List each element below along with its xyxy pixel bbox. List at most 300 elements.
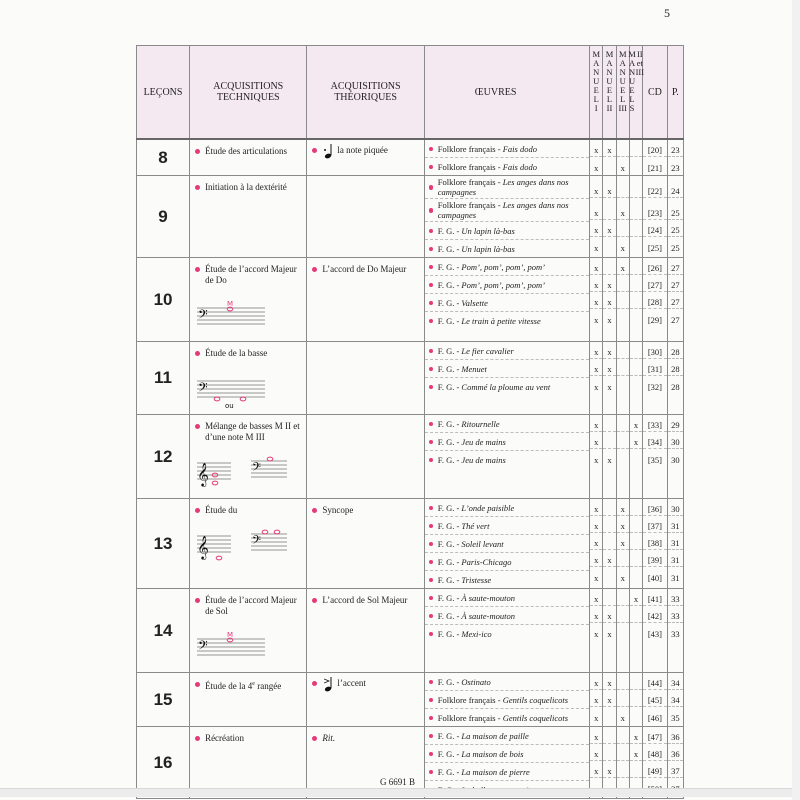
- column-m23: [629, 342, 642, 415]
- manual-mark: x: [603, 761, 615, 778]
- manual-mark: x: [594, 315, 599, 325]
- cd-track: [24]: [643, 220, 666, 237]
- manual-mark: x: [590, 220, 602, 237]
- manual-mark: x: [617, 533, 629, 550]
- bullet-icon: [429, 367, 434, 372]
- manual-mark: [617, 449, 629, 466]
- manual-mark: x: [590, 533, 602, 550]
- cd-track: [40]: [647, 573, 662, 583]
- column-cd: [643, 415, 667, 499]
- manual-mark: [603, 533, 615, 550]
- manual-mark: x: [603, 275, 615, 292]
- cd-track: [47]: [643, 727, 666, 744]
- bullet-icon: [429, 349, 434, 354]
- work-source: F. G. -: [437, 676, 462, 687]
- column-m1: [590, 258, 603, 342]
- page-ref: 31: [668, 550, 683, 567]
- work-item: [425, 607, 589, 625]
- work-title: À saute-mouton: [461, 592, 516, 603]
- manual-mark: [603, 744, 615, 761]
- page-ref: 27: [668, 258, 683, 275]
- page-ref: 31: [668, 533, 683, 550]
- bullet-icon: [429, 265, 434, 270]
- manual-mark: x: [630, 432, 642, 449]
- column-cd: [643, 589, 667, 673]
- work-title: Gentils coquelicots: [502, 712, 569, 723]
- page-ref: 27: [668, 275, 683, 292]
- manual-mark: x: [630, 415, 642, 432]
- cd-track: [37]: [643, 516, 666, 533]
- bullet-icon: [429, 458, 434, 463]
- work-title: Ritournelle: [461, 418, 500, 429]
- work-title: Mexi-ico: [461, 628, 492, 639]
- bullet-icon: [429, 680, 434, 685]
- manual-mark: [617, 359, 629, 376]
- manual-mark: x: [620, 573, 625, 583]
- manual-mark: x: [603, 292, 615, 309]
- manual-mark: x: [590, 258, 602, 275]
- work-source: F. G. -: [437, 574, 462, 585]
- manual-mark: [630, 707, 642, 724]
- manual-mark: [630, 140, 642, 157]
- bullet-icon: [429, 524, 434, 529]
- manual-mark: [630, 533, 642, 550]
- technical-acquisition-text: Étude de la basse: [205, 348, 268, 358]
- manual-mark: [630, 220, 642, 237]
- header-manuel-1: M A N U E L I: [590, 46, 603, 140]
- manual-mark: [630, 309, 642, 326]
- manual-mark: x: [590, 176, 602, 198]
- bullet-icon: [429, 301, 434, 306]
- bullet-icon: [429, 752, 434, 757]
- bullet-icon: [195, 424, 200, 429]
- work-source: F. G. -: [437, 315, 462, 326]
- column-m23: [629, 258, 642, 342]
- manual-mark: x: [594, 163, 599, 173]
- column-m3: [616, 258, 629, 342]
- work-item: [425, 517, 589, 535]
- column-m23: [629, 176, 642, 258]
- manual-mark: [617, 727, 629, 744]
- work-item: [425, 691, 589, 709]
- table-header: [137, 46, 684, 140]
- manual-mark: x: [590, 198, 602, 220]
- manual-mark: [617, 589, 629, 606]
- manual-mark: [617, 415, 629, 432]
- page-ref: 33: [671, 629, 680, 639]
- technical-acquisition-text-end: rangée: [254, 681, 282, 691]
- column-p: [667, 415, 683, 499]
- ordinal-suffix: e: [252, 681, 255, 687]
- bullet-icon: [429, 385, 434, 390]
- page-ref: 34: [668, 673, 683, 690]
- work-item: [425, 199, 589, 222]
- manual-mark: [603, 198, 615, 220]
- manual-mark: x: [590, 690, 602, 707]
- manual-mark: x: [594, 382, 599, 392]
- work-source: F. G. -: [437, 610, 462, 621]
- work-source: F. G. -: [437, 592, 462, 603]
- treble-clef-icon: 𝄞: [197, 462, 209, 486]
- work-source: Folklore français -: [437, 200, 503, 210]
- work-source: Folklore français -: [437, 177, 503, 187]
- page-number: 5: [664, 6, 670, 20]
- work-source: F. G. -: [437, 418, 462, 429]
- bullet-icon: [429, 229, 434, 234]
- manual-mark: [630, 673, 642, 690]
- work-item: [425, 360, 589, 378]
- manual-mark: x: [590, 761, 602, 778]
- lesson-row: [137, 415, 684, 499]
- theoretical-acquisition-text: L’accord de Sol Majeur: [322, 595, 408, 605]
- bullet-icon: [429, 770, 434, 775]
- lesson-number: 10: [137, 258, 190, 342]
- technical-acquisition-text: Étude de la 4: [205, 681, 253, 691]
- cd-track: [33]: [643, 415, 666, 432]
- manual-mark: x: [617, 198, 629, 220]
- work-title: Valsette: [461, 297, 488, 308]
- cd-track: [27]: [643, 275, 666, 292]
- lesson-number: 8: [137, 139, 190, 176]
- manual-mark: [630, 690, 642, 707]
- work-item: [425, 415, 589, 433]
- work-source: F. G. -: [437, 436, 462, 447]
- work-item: [425, 535, 589, 553]
- works-list: [424, 258, 589, 342]
- work-source: F. G. -: [437, 261, 462, 272]
- technical-acquisition: [190, 139, 307, 176]
- work-source: F. G. -: [437, 538, 462, 549]
- work-title: Pom’, pom’, pom’, pom’: [461, 261, 545, 272]
- work-source: F. G. -: [437, 279, 462, 290]
- work-item: [425, 312, 589, 329]
- bullet-icon: [429, 147, 434, 152]
- theoretical-acquisition-text: L’accord de Do Majeur: [322, 264, 407, 274]
- work-title: Gentils coquelicots: [502, 694, 569, 705]
- bass-clef-icon: 𝄢: [252, 461, 262, 477]
- bullet-icon: [312, 508, 317, 513]
- manual-mark: x: [590, 359, 602, 376]
- bullet-icon: [312, 736, 317, 741]
- music-staff: [195, 453, 306, 498]
- column-m3: [616, 139, 629, 176]
- theoretical-acquisition: [307, 499, 424, 589]
- work-source: F. G. -: [437, 766, 462, 777]
- manual-mark: x: [630, 744, 642, 761]
- theoretical-acquisition: [307, 589, 424, 673]
- work-title: Paris-Chicago: [461, 556, 512, 567]
- staff-label: M: [227, 631, 234, 639]
- manual-mark: x: [603, 140, 615, 157]
- manual-mark: x: [590, 292, 602, 309]
- manual-mark: [630, 292, 642, 309]
- manual-mark: x: [620, 163, 625, 173]
- cd-track: [23]: [643, 198, 666, 220]
- page-ref: 23: [671, 163, 680, 173]
- column-cd: [643, 139, 667, 176]
- manual-mark: x: [594, 713, 599, 723]
- header-tech: ACQUISITIONS TECHNIQUES: [190, 46, 307, 140]
- manual-mark: x: [607, 382, 612, 392]
- work-item: [425, 745, 589, 763]
- work-title: Tristesse: [461, 574, 492, 585]
- manual-mark: [603, 727, 615, 744]
- page-ref: 37: [668, 761, 683, 778]
- page-ref: 33: [668, 589, 683, 606]
- work-title: Pom’, pom’, pom’, pom’: [461, 279, 545, 290]
- page-ref: 30: [668, 432, 683, 449]
- lesson-row: [137, 176, 684, 258]
- manual-mark: [630, 176, 642, 198]
- manual-mark: [617, 309, 629, 326]
- column-m3: [616, 415, 629, 499]
- manual-mark: x: [630, 589, 642, 606]
- column-m3: [616, 673, 629, 727]
- bullet-icon: [312, 598, 317, 603]
- bullet-icon: [429, 560, 434, 565]
- cd-track: [46]: [647, 713, 662, 723]
- technical-acquisition: [190, 673, 307, 727]
- manual-mark: x: [594, 629, 599, 639]
- theoretical-acquisition-text: l’accent: [337, 678, 366, 689]
- page-ref: 28: [671, 382, 680, 392]
- theoretical-acquisition: [307, 673, 424, 727]
- manual-mark: x: [607, 629, 612, 639]
- technical-acquisition-text: Étude de l’accord Majeur de Sol: [205, 595, 297, 616]
- page-ref: 25: [671, 243, 680, 253]
- technical-acquisition-text: Mélange de basses M II et d’une note M III: [205, 421, 300, 442]
- music-staff: [195, 369, 306, 414]
- works-list: [424, 589, 589, 673]
- work-title: Menuet: [461, 363, 487, 374]
- column-m1: [590, 673, 603, 727]
- cd-track: [48]: [643, 744, 666, 761]
- manual-mark: x: [594, 243, 599, 253]
- work-title: La maison de bois: [461, 748, 524, 759]
- work-item: [425, 451, 589, 468]
- column-m2: [603, 589, 616, 673]
- manual-mark: [630, 275, 642, 292]
- work-source: F. G. -: [437, 502, 462, 513]
- lesson-row: [137, 258, 684, 342]
- work-source: F. G. -: [437, 363, 462, 374]
- work-item: [425, 553, 589, 571]
- column-p: [667, 589, 683, 673]
- column-m1: [590, 589, 603, 673]
- work-source: F. G. -: [437, 520, 462, 531]
- manual-mark: [617, 761, 629, 778]
- lesson-number: 15: [137, 673, 190, 727]
- manual-mark: x: [603, 176, 615, 198]
- work-title: Jeu de mains: [461, 436, 506, 447]
- cd-track: [35]: [647, 455, 662, 465]
- work-source: F. G. -: [437, 243, 462, 254]
- music-staff: [195, 526, 306, 571]
- manual-mark: [617, 690, 629, 707]
- manual-mark: [617, 140, 629, 157]
- manual-mark: [603, 707, 615, 724]
- page-ref: 30: [671, 455, 680, 465]
- manual-mark: [617, 606, 629, 623]
- cd-track: [30]: [643, 342, 666, 359]
- bullet-icon: [429, 506, 434, 511]
- manual-mark: x: [603, 690, 615, 707]
- theoretical-acquisition-text: Rit.: [322, 733, 336, 743]
- lessons-table: [136, 45, 684, 799]
- column-m1: [590, 139, 603, 176]
- lesson-row: [137, 589, 684, 673]
- column-p: [667, 342, 683, 415]
- work-source: F. G. -: [437, 628, 462, 639]
- technical-acquisition-text: Étude des articulations: [205, 146, 288, 156]
- bass-clef-icon: 𝄢: [198, 638, 208, 656]
- manual-mark: [630, 157, 642, 174]
- manual-mark: x: [590, 432, 602, 449]
- bass-clef-icon: 𝄢: [198, 307, 208, 325]
- manual-mark: [617, 292, 629, 309]
- manual-mark: [603, 589, 615, 606]
- manual-mark: [630, 359, 642, 376]
- column-cd: [643, 176, 667, 258]
- work-item: [425, 709, 589, 726]
- column-m1: [590, 499, 603, 589]
- work-title: Un lapin là-bas: [461, 225, 515, 236]
- manual-mark: x: [603, 673, 615, 690]
- bullet-icon: [195, 149, 200, 154]
- technical-acquisition-text: Initiation à la dextérité: [205, 182, 287, 192]
- page-ref: 36: [668, 744, 683, 761]
- column-m2: [603, 342, 616, 415]
- work-title: Les anges dans nos campagnes: [437, 200, 569, 220]
- manual-mark: x: [603, 220, 615, 237]
- scan-edge-bottom: [0, 788, 800, 797]
- manual-mark: [603, 567, 615, 584]
- accent-note-icon: [324, 676, 334, 692]
- column-cd: [643, 673, 667, 727]
- cd-track: [22]: [643, 176, 666, 198]
- column-m3: [616, 176, 629, 258]
- manual-mark: [603, 258, 615, 275]
- manual-mark: x: [590, 606, 602, 623]
- column-m23: [629, 499, 642, 589]
- lesson-row: [137, 499, 684, 589]
- lesson-row: [137, 673, 684, 727]
- page-ref: 30: [668, 499, 683, 516]
- cd-track: [31]: [643, 359, 666, 376]
- bullet-icon: [429, 596, 434, 601]
- manual-mark: [630, 198, 642, 220]
- manual-mark: x: [590, 342, 602, 359]
- manual-mark: [617, 623, 629, 640]
- column-m2: [603, 258, 616, 342]
- lesson-row: [137, 342, 684, 415]
- bullet-icon: [429, 422, 434, 427]
- works-list: [424, 176, 589, 258]
- header-manuels-2-3: M A N U E L S II et III: [629, 46, 642, 140]
- bullet-icon: [195, 598, 200, 603]
- page-ref: 28: [668, 342, 683, 359]
- cd-track: [29]: [647, 315, 662, 325]
- manual-mark: [603, 499, 615, 516]
- manual-mark: [603, 516, 615, 533]
- cd-track: [26]: [643, 258, 666, 275]
- bullet-icon: [195, 267, 200, 272]
- work-title: Jeu de mains: [461, 454, 506, 465]
- lesson-number: 12: [137, 415, 190, 499]
- work-source: Folklore français -: [437, 161, 503, 172]
- page-ref: 31: [668, 516, 683, 533]
- manual-mark: [617, 176, 629, 198]
- header-manuel-2: M A N U E L II: [603, 46, 616, 140]
- work-item: [425, 589, 589, 607]
- work-item: [425, 763, 589, 781]
- header-manuel-3: M A N U E L III: [616, 46, 629, 140]
- work-item: [425, 222, 589, 240]
- manual-mark: x: [603, 342, 615, 359]
- theoretical-acquisition: [307, 342, 424, 415]
- manual-mark: [630, 449, 642, 466]
- column-m2: [603, 499, 616, 589]
- page-ref: 25: [668, 198, 683, 220]
- bullet-icon: [429, 716, 434, 721]
- page-ref: 27: [668, 292, 683, 309]
- manual-mark: x: [617, 258, 629, 275]
- lesson-row: [137, 139, 684, 176]
- cd-track: [20]: [643, 140, 666, 157]
- cd-track: [36]: [643, 499, 666, 516]
- music-staff: [195, 627, 306, 672]
- column-m23: [629, 673, 642, 727]
- column-m23: [629, 139, 642, 176]
- column-cd: [643, 499, 667, 589]
- cd-track: [45]: [643, 690, 666, 707]
- bullet-icon: [429, 578, 434, 583]
- work-title: Un lapin là-bas: [461, 243, 515, 254]
- music-staff: [195, 296, 306, 341]
- cd-track: [43]: [647, 629, 662, 639]
- scan-edge-right: [792, 0, 800, 800]
- bullet-icon: [429, 247, 434, 252]
- work-source: Folklore français -: [437, 143, 503, 154]
- work-item: [425, 727, 589, 745]
- work-source: F. G. -: [437, 225, 462, 236]
- work-title: L’onde paisible: [461, 502, 515, 513]
- treble-clef-icon: 𝄞: [197, 535, 209, 559]
- technical-acquisition-text: Récréation: [205, 733, 245, 743]
- manual-mark: x: [590, 140, 602, 157]
- column-m3: [616, 499, 629, 589]
- cd-track: [41]: [643, 589, 666, 606]
- bullet-icon: [195, 736, 200, 741]
- bullet-icon: [429, 542, 434, 547]
- column-m3: [616, 589, 629, 673]
- staccato-note-icon: [324, 143, 334, 159]
- manual-mark: [617, 432, 629, 449]
- bullet-icon: [429, 734, 434, 739]
- page-ref: 33: [668, 606, 683, 623]
- lesson-number: 9: [137, 176, 190, 258]
- work-title: La maison de pierre: [461, 766, 530, 777]
- page-ref: 36: [668, 727, 683, 744]
- column-m2: [603, 139, 616, 176]
- cd-track: [42]: [643, 606, 666, 623]
- manual-mark: x: [617, 516, 629, 533]
- column-m1: [590, 342, 603, 415]
- manual-mark: [603, 432, 615, 449]
- work-title: Soleil levant: [461, 538, 504, 549]
- work-title: Le train à petite vitesse: [461, 315, 541, 326]
- manual-mark: [617, 275, 629, 292]
